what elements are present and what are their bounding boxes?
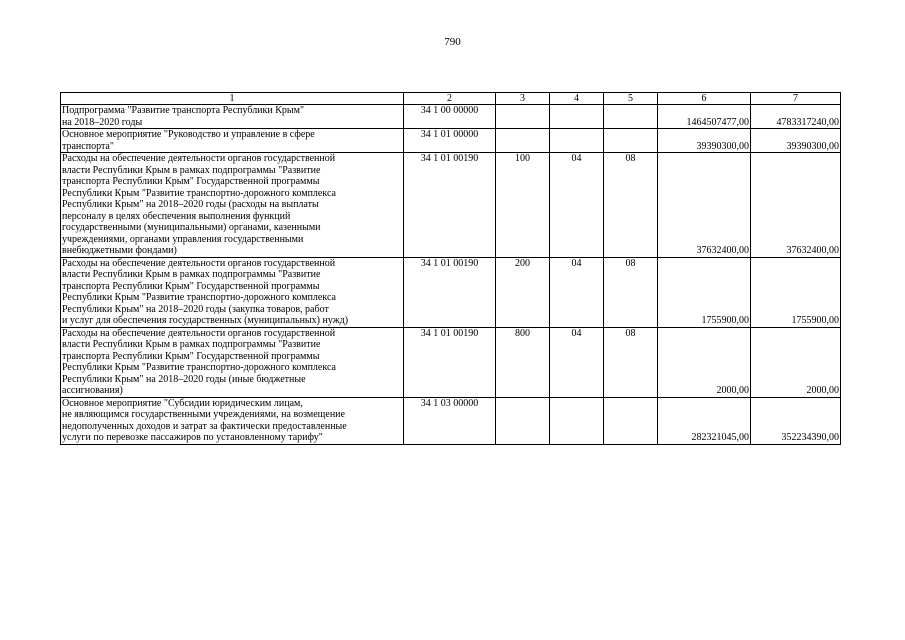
row-c5: 08 xyxy=(604,327,658,397)
row-name: Основное мероприятие "Субсидии юридическим лицам, не являющимся государственными учреждениями, на возмещение недополученных доходов и затрат за фактически предоставленные услуги по перевозке пассажиров по установленному тарифу" xyxy=(61,397,404,444)
header-cell: 3 xyxy=(496,93,550,105)
row-c3: 800 xyxy=(496,327,550,397)
row-value-7: 2000,00 xyxy=(751,327,841,397)
row-c3: 100 xyxy=(496,153,550,258)
row-value-6: 2000,00 xyxy=(658,327,751,397)
row-value-7: 1755900,00 xyxy=(751,257,841,327)
row-c5: 08 xyxy=(604,257,658,327)
header-cell: 4 xyxy=(550,93,604,105)
header-row xyxy=(61,93,841,105)
row-value-6: 37632400,00 xyxy=(658,153,751,258)
row-c4 xyxy=(550,397,604,444)
page-number: 790 xyxy=(444,36,461,48)
row-value-7: 37632400,00 xyxy=(751,153,841,258)
row-name: Расходы на обеспечение деятельности органов государственной власти Республики Крым в рамках подпрограммы "Развитие транспорта Республики Крым" Государственной программы Республики Крым "Развитие транспортно-дорожного комплекса Республики Крым" на 2018–2020 годы (иные бюджетные ассигнования) xyxy=(61,327,404,397)
budget-table xyxy=(60,92,841,445)
row-code: 34 1 01 00000 xyxy=(404,129,496,153)
row-code: 34 1 03 00000 xyxy=(404,397,496,444)
row-c3 xyxy=(496,129,550,153)
row-code: 34 1 00 00000 xyxy=(404,105,496,129)
row-c4 xyxy=(550,129,604,153)
row-value-6: 282321045,00 xyxy=(658,397,751,444)
row-value-6: 1464507477,00 xyxy=(658,105,751,129)
row-code: 34 1 01 00190 xyxy=(404,327,496,397)
row-c3 xyxy=(496,105,550,129)
row-c3 xyxy=(496,397,550,444)
row-value-6: 39390300,00 xyxy=(658,129,751,153)
header-cell: 5 xyxy=(604,93,658,105)
row-c5 xyxy=(604,129,658,153)
table-row xyxy=(61,257,841,327)
header-cell: 1 xyxy=(61,93,404,105)
row-value-6: 1755900,00 xyxy=(658,257,751,327)
row-c4: 04 xyxy=(550,327,604,397)
row-c5 xyxy=(604,397,658,444)
row-value-7: 4783317240,00 xyxy=(751,105,841,129)
row-c5: 08 xyxy=(604,153,658,258)
row-code: 34 1 01 00190 xyxy=(404,153,496,258)
row-c4: 04 xyxy=(550,257,604,327)
row-c3: 200 xyxy=(496,257,550,327)
row-value-7: 352234390,00 xyxy=(751,397,841,444)
table-row xyxy=(61,327,841,397)
row-name: Подпрограмма "Развитие транспорта Республики Крым" на 2018–2020 годы xyxy=(61,105,404,129)
row-c5 xyxy=(604,105,658,129)
table-row xyxy=(61,129,841,153)
header-cell: 2 xyxy=(404,93,496,105)
header-cell: 6 xyxy=(658,93,751,105)
row-name: Основное мероприятие "Руководство и управление в сфере транспорта" xyxy=(61,129,404,153)
row-c4 xyxy=(550,105,604,129)
table-row xyxy=(61,153,841,258)
row-name: Расходы на обеспечение деятельности органов государственной власти Республики Крым в рамках подпрограммы "Развитие транспорта Республики Крым" Государственной программы Республики Крым "Развитие транспортно-дорожного комплекса Республики Крым" на 2018–2020 годы (расходы на выплаты персоналу в целях обеспечения выполнения функций государственными (муниципальными) органами, казенными учреждениями, органами управления государственными внебюджетными фондами) xyxy=(61,153,404,258)
table-row xyxy=(61,105,841,129)
row-code: 34 1 01 00190 xyxy=(404,257,496,327)
table-row xyxy=(61,397,841,444)
row-name: Расходы на обеспечение деятельности органов государственной власти Республики Крым в рамках подпрограммы "Развитие транспорта Республики Крым" Государственной программы Республики Крым "Развитие транспортно-дорожного комплекса Республики Крым" на 2018–2020 годы (закупка товаров, работ и услуг для обеспечения государственных (муниципальных) нужд) xyxy=(61,257,404,327)
row-c4: 04 xyxy=(550,153,604,258)
header-cell: 7 xyxy=(751,93,841,105)
row-value-7: 39390300,00 xyxy=(751,129,841,153)
